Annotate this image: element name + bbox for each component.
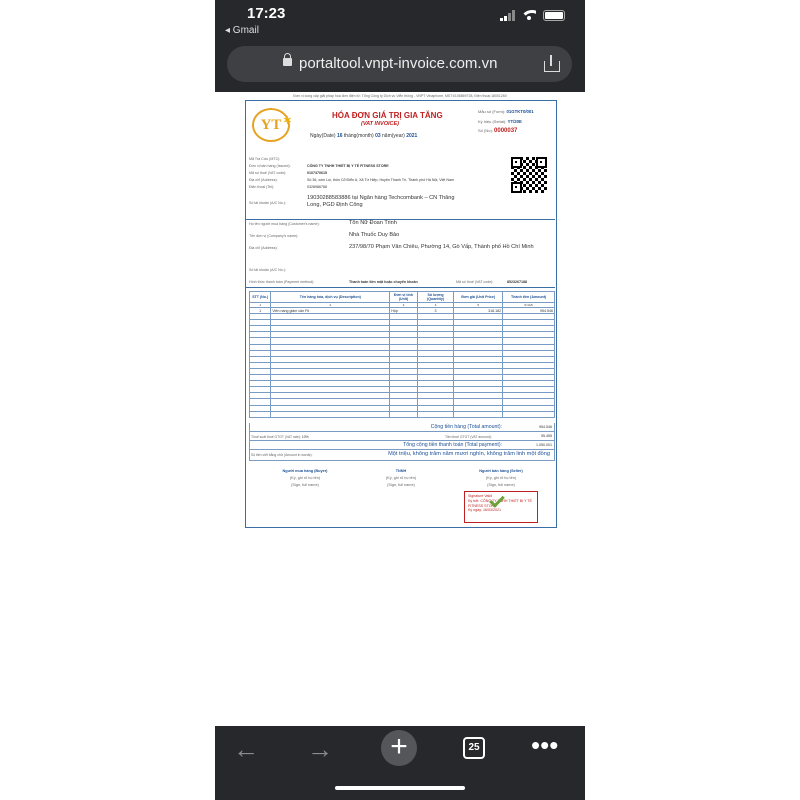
web-page — [215, 92, 585, 726]
column-header: STT (No.) — [250, 292, 271, 303]
buyer-company-row — [249, 232, 400, 238]
table-header-row — [250, 292, 555, 303]
lock-icon — [283, 58, 292, 66]
company-logo: YT ✶ — [252, 108, 290, 142]
address-bar[interactable] — [227, 46, 572, 82]
battery-icon — [543, 10, 565, 21]
phone-screen — [215, 0, 585, 800]
column-header: Đơn vị tính (Unit) — [390, 292, 417, 303]
vat-rate-label: Thuế suất thuế GTGT (VAT rate): — [251, 435, 301, 439]
column-header: Tên hàng hóa, dịch vụ (Description) — [271, 292, 390, 303]
seller-addr-row — [249, 178, 454, 182]
seller-phone: 0328986768 — [307, 185, 327, 189]
subtotal-value: 954.546 — [539, 425, 552, 429]
tab-switcher-button[interactable]: 25 — [463, 737, 485, 759]
seller-sign-note: (Ký, ghi rõ họ tên) — [485, 476, 517, 480]
empty-cell — [390, 411, 417, 417]
cell-unit: Hộp — [390, 308, 417, 314]
vat-amount-label: Tiền thuế GTGT (VAT amount): — [445, 435, 492, 439]
column-index: 5 — [454, 303, 503, 308]
vat-rate: 10% — [301, 435, 309, 439]
cell-qty: 3 — [417, 308, 454, 314]
buyer-addr: 237/98/70 Phạm Văn Chiêu, Phường 14, Gò Vấp, Thành phố Hồ Chí Minh — [349, 244, 534, 250]
qr-code — [511, 157, 547, 193]
seller-addr: Số 36, xóm Lụi, thôn Cổ Điển A, Xã Tứ Hiệp, Huyện Thanh Trì, Thành phố Hà Nội, Việt Nam — [307, 178, 454, 182]
new-tab-plus-icon[interactable]: + — [381, 730, 417, 766]
unit-sign-note: (Ký, ghi rõ họ tên) — [385, 476, 417, 480]
buyer-acct-row — [249, 268, 286, 272]
browser-bottom-bar — [215, 726, 585, 800]
invoice-subtitle: (VAT INVOICE) — [361, 121, 399, 127]
back-to-gmail-link[interactable]: ◂ Gmail — [225, 25, 259, 36]
seller-addr-label: Địa chỉ (Address): — [249, 178, 278, 182]
more-menu-icon[interactable]: ••• — [531, 730, 559, 760]
payment-label: Hình thức thanh toán (Payment method): — [249, 280, 315, 284]
subtotal-label: Cộng tiền hàng (Total amount): — [430, 424, 502, 430]
payment-row — [249, 280, 527, 284]
items-table — [249, 291, 555, 418]
vat-amount: 95.455 — [541, 434, 552, 438]
serial-value: YT/20E — [507, 119, 522, 124]
buyer-name-row — [249, 220, 397, 226]
form-field — [478, 109, 534, 114]
stamp-title: Signature Valid — [468, 494, 493, 498]
stamp-date: Ký ngày: 16/03/2021 — [468, 508, 501, 513]
date-month: 03 — [375, 133, 381, 139]
column-index: 4 — [417, 303, 454, 308]
buyer-name-label: Họ tên người mua hàng (Customer's name): — [249, 222, 320, 226]
seller-phone-label: Điện thoại (Tel): — [249, 185, 275, 189]
buyer-tax-label: Mã số thuế (VAT code): — [456, 280, 494, 284]
date-label-2: tháng(month) — [343, 133, 374, 139]
buyer-company: Nhà Thuốc Duy Bảo — [349, 232, 400, 238]
empty-cell — [454, 411, 503, 417]
status-time: 17:23 — [247, 5, 286, 22]
serial-label: Ký hiệu (Serial): — [478, 119, 507, 124]
url-text[interactable]: portaltool.vnpt-invoice.com.vn — [299, 55, 498, 72]
column-header: Đơn giá (Unit Price) — [454, 292, 503, 303]
date-label-3: năm(year) — [382, 133, 405, 139]
date-day: 16 — [336, 133, 343, 139]
column-header: Số lượng (Quantity) — [417, 292, 454, 303]
provider-note: Đơn vị cung cấp giải pháp hóa đơn điện tử: Tổng Công ty Dịch vụ Viễn thông - VNPT Vinaphone, MST:0106869738, Điện thoại:18001260 — [293, 94, 507, 98]
seller-name-row — [249, 164, 389, 168]
buyer-sign-title: Người mua hàng (Buyer) — [282, 469, 328, 473]
number-label: Số (No): — [478, 128, 493, 133]
home-indicator[interactable] — [335, 786, 465, 790]
date-year: 2021 — [406, 133, 418, 139]
cell-amount: 954.546 — [503, 308, 555, 314]
status-icons — [500, 10, 565, 21]
seller-code-label: Mã Tra Cứu (MTC): — [249, 157, 281, 161]
buyer-sign-note: (Ký, ghi rõ họ tên) — [289, 476, 321, 480]
seller-acct-label: Số tài khoản (A/C No.): — [249, 201, 286, 205]
seller-tax-row — [249, 171, 327, 175]
unit-sign-title: TNNH — [395, 469, 407, 473]
seller-phone-row — [249, 185, 327, 189]
browser-top-bar — [215, 0, 585, 92]
column-index: 2 — [271, 303, 390, 308]
seller-name-label: Đơn vị bán hàng (Issued): — [249, 164, 291, 168]
stamp-signer: Ký bởi: CÔNG TY TNHH THIẾT BỊ Y TẾ FITNESS STORE — [468, 498, 532, 508]
vat-rate-block — [251, 435, 309, 439]
cell-price: 318.182 — [454, 308, 503, 314]
form-value: 01GTKT0/001 — [506, 109, 534, 114]
seller-acct-row — [249, 195, 455, 208]
digital-signature-stamp — [464, 491, 538, 523]
amount-in-words: Một triệu, không trăm năm mươi nghìn, không trăm linh một đồng — [388, 451, 550, 457]
invoice-title: HÓA ĐƠN GIÁ TRỊ GIA TĂNG — [332, 111, 443, 120]
seller-sign-title: Người bán hàng (Seller) — [479, 469, 523, 473]
seller-tax-label: Mã số thuế (VAT code): — [249, 171, 287, 175]
buyer-sign-note2: (Sign, full name) — [291, 483, 319, 487]
empty-cell — [250, 411, 271, 417]
buyer-name: Tôn Nữ Đoan Trinh — [349, 220, 397, 226]
cell-desc: Viên nang giảm cân Fit — [271, 308, 390, 314]
forward-arrow-icon[interactable]: → — [307, 734, 333, 764]
date-label-1: Ngày(Date) — [310, 133, 336, 139]
payment-method: Thanh toán tiền mặt hoặc chuyển khoản — [349, 280, 418, 284]
vat-invoice — [245, 100, 557, 528]
divider — [246, 287, 555, 288]
buyer-company-label: Tên đơn vị (Company's name): — [249, 234, 299, 238]
column-index: 3 — [390, 303, 417, 308]
invoice-date — [310, 133, 417, 139]
column-header: Thành tiền (Amount) — [503, 292, 555, 303]
buyer-acct-label: Số tài khoản (A/C No.): — [249, 268, 286, 272]
seller-acct: 19030288583886 tại Ngân hàng Techcombank – CN Thăng Long, PGD Định Công — [307, 195, 455, 208]
form-label: Mẫu số (Form): — [478, 109, 506, 114]
empty-cell — [417, 411, 454, 417]
unit-sign-note2: (Sign, full name) — [387, 483, 415, 487]
words-label: Số tiền viết bằng chữ (Amount in words): — [251, 453, 313, 457]
total-value: 1.050.001 — [536, 443, 552, 447]
seller-tax: 0107370615 — [307, 171, 327, 175]
total-row — [249, 441, 555, 450]
seller-name: CÔNG TY TNHH THIẾT BỊ Y TẾ FITNESS STORE — [307, 164, 389, 168]
total-label: Tổng cộng tiền thanh toán (Total payment): — [403, 442, 502, 448]
empty-row — [250, 411, 555, 417]
empty-cell — [503, 411, 555, 417]
unit-signature — [356, 469, 446, 487]
buyer-addr-row — [249, 244, 534, 250]
buyer-tax: 8523267188 — [507, 280, 527, 284]
serial-field — [478, 119, 522, 124]
column-index: 1 — [250, 303, 271, 308]
back-arrow-icon[interactable]: ← — [233, 734, 259, 764]
empty-cell — [271, 411, 390, 417]
cell-no: 1 — [250, 308, 271, 314]
words-row — [249, 450, 555, 461]
column-index: 6=4x5 — [503, 303, 555, 308]
number-value: 0000037 — [494, 128, 518, 134]
wifi-icon — [522, 10, 536, 21]
signal-icon — [500, 10, 515, 21]
subtotal-row — [249, 423, 555, 432]
seller-sign-note2: (Sign, full name) — [487, 483, 515, 487]
buyer-addr-label: Địa chỉ (Address): — [249, 246, 278, 250]
seller-signature — [456, 469, 546, 487]
number-field — [478, 128, 517, 134]
seller-code-row — [249, 157, 280, 161]
buyer-signature — [260, 469, 350, 487]
vat-row — [249, 432, 555, 441]
share-icon[interactable] — [544, 55, 558, 71]
